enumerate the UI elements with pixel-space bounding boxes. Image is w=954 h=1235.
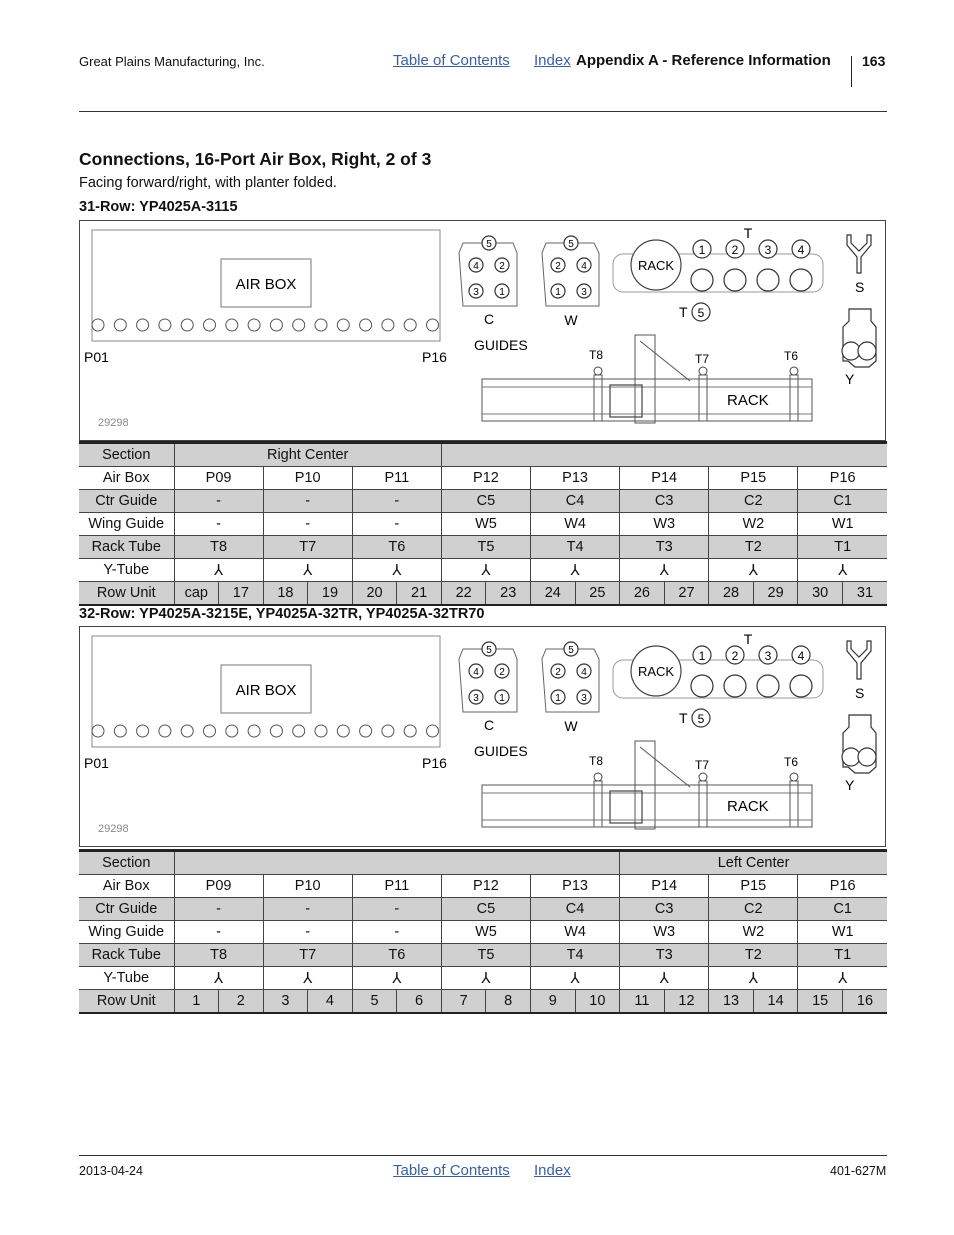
table-cell: P10	[263, 875, 352, 898]
air-box-port	[382, 319, 394, 331]
guide-port-number: 3	[581, 287, 587, 298]
table-cell: -	[174, 898, 263, 921]
table-cell: cap	[174, 582, 219, 606]
table-cell: P12	[441, 467, 530, 490]
table-cell: T3	[620, 536, 709, 559]
air-box-port	[427, 319, 439, 331]
guide-port-number: 4	[473, 667, 479, 678]
table-cell: T6	[352, 944, 441, 967]
table-cell: P09	[174, 467, 263, 490]
y-tube-icon: ⅄	[263, 967, 352, 990]
table-cell: T2	[709, 536, 798, 559]
y-tube-icon: ⅄	[441, 967, 530, 990]
table-cell: T5	[441, 944, 530, 967]
table-cell: 30	[798, 582, 843, 606]
row-label: Wing Guide	[79, 513, 174, 536]
index-link[interactable]: Index	[534, 52, 571, 69]
table-cell: W2	[709, 513, 798, 536]
section-label: Section	[79, 851, 174, 875]
table-of-contents-link[interactable]: Table of Contents	[393, 52, 510, 69]
rack-tube-label-t: T	[743, 631, 753, 647]
air-box-port	[404, 725, 416, 737]
table-cell: C1	[798, 898, 887, 921]
table-cell: 5	[352, 990, 397, 1014]
air-box-port	[137, 319, 149, 331]
row-label: Air Box	[79, 467, 174, 490]
table-row-y-tube	[79, 559, 887, 582]
air-box-port	[137, 725, 149, 737]
guide-label-w: W	[564, 718, 578, 734]
y-tube-icon: ⅄	[263, 559, 352, 582]
guide-port-number: 3	[473, 693, 479, 704]
table-row-rack-tube	[79, 944, 887, 967]
guide-port-number: 4	[581, 667, 587, 678]
row-label: Y-Tube	[79, 559, 174, 582]
table-cell: 18	[263, 582, 308, 606]
rack-tube-number: 3	[764, 649, 772, 663]
table-cell: C5	[441, 898, 530, 921]
air-box-port	[427, 725, 439, 737]
row-label: Air Box	[79, 875, 174, 898]
guide-port-number: 1	[499, 287, 505, 298]
table-row-wing-guide	[79, 921, 887, 944]
air-box-port	[226, 319, 238, 331]
table-cell: P11	[352, 467, 441, 490]
table-cell: 26	[620, 582, 665, 606]
section-value: Left Center	[620, 851, 887, 875]
table-cell: -	[174, 513, 263, 536]
table-cell: 21	[397, 582, 442, 606]
s-tube-icon	[847, 235, 871, 273]
guide-port-number: 4	[473, 261, 479, 272]
table-cell: W3	[620, 513, 709, 536]
table-cell: 12	[664, 990, 709, 1014]
air-box-port	[159, 725, 171, 737]
row-label: Row Unit	[79, 990, 174, 1014]
rack-tube-number-5: 5	[697, 712, 705, 726]
port-label-p16: P16	[422, 755, 447, 771]
table-cell: 4	[308, 990, 353, 1014]
table-cell: W2	[709, 921, 798, 944]
table-row-air-box	[79, 467, 887, 490]
table-cell: C4	[531, 490, 620, 513]
guide-port-number: 2	[499, 667, 505, 678]
air-box-label: AIR BOX	[235, 682, 297, 699]
rack-tube-label-t7: T7	[695, 758, 710, 772]
guide-port-number: 3	[473, 287, 479, 298]
air-box-port	[248, 725, 260, 737]
appendix-title: Appendix A - Reference Information	[576, 52, 831, 69]
connection-diagram-32-row	[79, 626, 886, 847]
table-cell: 1	[174, 990, 219, 1014]
page-number: 163	[862, 53, 886, 69]
guide-label-w: W	[564, 312, 578, 328]
table-cell: P15	[709, 875, 798, 898]
table-cell: P09	[174, 875, 263, 898]
rack-tube-number: 1	[698, 649, 706, 663]
air-box-port	[114, 319, 126, 331]
air-box-port	[204, 319, 216, 331]
table-cell: P10	[263, 467, 352, 490]
table-cell: P12	[441, 875, 530, 898]
table-cell: P13	[531, 467, 620, 490]
table-row-y-tube	[79, 967, 887, 990]
section-blank	[174, 851, 620, 875]
air-box-port	[181, 319, 193, 331]
rack-tube-label-t5: T	[679, 304, 688, 320]
section-value: Right Center	[174, 443, 441, 467]
footer-rule	[79, 1155, 887, 1156]
guide-port-number: 2	[499, 261, 505, 272]
rack-circle-label: RACK	[637, 664, 675, 679]
y-tube-icon: ⅄	[352, 967, 441, 990]
table-cell: W1	[798, 513, 887, 536]
table-cell: C1	[798, 490, 887, 513]
table-cell: W1	[798, 921, 887, 944]
s-tube-label: S	[855, 685, 865, 701]
figure-number: 29298	[98, 823, 129, 835]
table-cell: T2	[709, 944, 798, 967]
table-cell: P16	[798, 467, 887, 490]
table-cell: -	[352, 898, 441, 921]
table-cell: C4	[531, 898, 620, 921]
y-tube-icon: ⅄	[174, 967, 263, 990]
y-tube-icon: ⅄	[709, 967, 798, 990]
rack-tube-label-t6: T6	[784, 755, 799, 769]
guide-port-number: 5	[568, 239, 574, 250]
y-tube-icon: ⅄	[620, 967, 709, 990]
table-cell: 11	[620, 990, 665, 1014]
y-tube-label: Y	[845, 777, 855, 793]
connection-table-31-row	[79, 441, 887, 606]
table-row-air-box	[79, 875, 887, 898]
air-box-port	[337, 319, 349, 331]
table-cell: P14	[620, 467, 709, 490]
footer-index-link[interactable]: Index	[534, 1162, 571, 1179]
table-cell: P14	[620, 875, 709, 898]
table-row-row-unit	[79, 990, 887, 1014]
table-cell: 27	[664, 582, 709, 606]
rack-tube-number: 4	[797, 243, 805, 257]
table-cell: 14	[753, 990, 798, 1014]
center-guide-plate	[459, 649, 517, 712]
table-cell: -	[263, 513, 352, 536]
header-divider	[851, 56, 852, 87]
row-label: Ctr Guide	[79, 898, 174, 921]
guide-port-number: 4	[581, 261, 587, 272]
table-cell: -	[352, 921, 441, 944]
footer-date: 2013-04-24	[79, 1164, 143, 1178]
table-cell: 24	[531, 582, 576, 606]
row-label: Rack Tube	[79, 944, 174, 967]
guide-port-number: 2	[555, 667, 561, 678]
rack-tube-label-t8: T8	[589, 754, 604, 768]
table-cell: 23	[486, 582, 531, 606]
table-cell: C2	[709, 898, 798, 921]
air-box-port	[92, 725, 104, 737]
guide-port-number: 5	[486, 239, 492, 250]
section-heading-32-row: 32-Row: YP4025A-3215E, YP4025A-32TR, YP4025A-32TR70	[79, 606, 485, 622]
air-box-port	[337, 725, 349, 737]
table-cell: T1	[798, 536, 887, 559]
guide-label-c: C	[483, 717, 495, 733]
guide-port-number: 2	[555, 261, 561, 272]
guides-label: GUIDES	[474, 743, 528, 759]
y-tube-icon: ⅄	[441, 559, 530, 582]
table-cell: T1	[798, 944, 887, 967]
table-cell: -	[352, 490, 441, 513]
port-label-p01: P01	[84, 349, 109, 365]
table-cell: P11	[352, 875, 441, 898]
table-cell: P15	[709, 467, 798, 490]
company-name: Great Plains Manufacturing, Inc.	[79, 54, 265, 69]
center-guide-plate	[459, 243, 517, 306]
port-label-p01: P01	[84, 755, 109, 771]
document-number: 401-627M	[830, 1164, 887, 1178]
air-box-port	[360, 725, 372, 737]
table-cell: 16	[842, 990, 887, 1014]
rack-tube-label-t: T	[743, 225, 753, 241]
y-tube-icon: ⅄	[352, 559, 441, 582]
rack-tube-number: 1	[698, 243, 706, 257]
table-cell: T4	[531, 536, 620, 559]
air-box-port	[270, 725, 282, 737]
table-row-rack-tube	[79, 536, 887, 559]
rack-tube-label-t6: T6	[784, 349, 799, 363]
air-box-port	[270, 319, 282, 331]
table-cell: 10	[575, 990, 620, 1014]
air-box-port	[226, 725, 238, 737]
table-cell: 31	[842, 582, 887, 606]
table-cell: C3	[620, 898, 709, 921]
table-cell: C5	[441, 490, 530, 513]
table-cell: W3	[620, 921, 709, 944]
table-cell: W4	[531, 921, 620, 944]
air-box-port	[159, 319, 171, 331]
guide-port-number: 5	[486, 645, 492, 656]
row-label: Ctr Guide	[79, 490, 174, 513]
guides-label: GUIDES	[474, 337, 528, 353]
table-cell: P16	[798, 875, 887, 898]
footer-table-of-contents-link[interactable]: Table of Contents	[393, 1162, 510, 1179]
air-box-port	[114, 725, 126, 737]
table-row-ctr-guide	[79, 490, 887, 513]
section-blank	[441, 443, 887, 467]
y-tube-icon: ⅄	[531, 559, 620, 582]
table-cell: P13	[531, 875, 620, 898]
row-label: Y-Tube	[79, 967, 174, 990]
table-cell: T8	[174, 536, 263, 559]
air-box-port	[315, 725, 327, 737]
rack-circle-label: RACK	[637, 258, 675, 273]
connection-diagram-31-row	[79, 220, 886, 441]
air-box-port	[382, 725, 394, 737]
guide-label-c: C	[483, 311, 495, 327]
rack-tube-number: 3	[764, 243, 772, 257]
table-cell: W4	[531, 513, 620, 536]
table-cell: 17	[219, 582, 264, 606]
rack-tube-label-t8: T8	[589, 348, 604, 362]
table-cell: T5	[441, 536, 530, 559]
y-tube-icon: ⅄	[709, 559, 798, 582]
y-tube-icon: ⅄	[798, 967, 887, 990]
table-cell: T7	[263, 536, 352, 559]
guide-port-number: 1	[555, 693, 561, 704]
table-cell: 9	[531, 990, 576, 1014]
row-label: Wing Guide	[79, 921, 174, 944]
table-cell: 3	[263, 990, 308, 1014]
rack-tube-number: 2	[731, 243, 739, 257]
page-title: Connections, 16-Port Air Box, Right, 2 of 3	[79, 149, 432, 169]
table-cell: 25	[575, 582, 620, 606]
figure-number: 29298	[98, 417, 129, 429]
air-box-port	[181, 725, 193, 737]
table-row-wing-guide	[79, 513, 887, 536]
y-tube-icon: ⅄	[531, 967, 620, 990]
table-cell: 28	[709, 582, 754, 606]
table-cell: 19	[308, 582, 353, 606]
table-cell: 22	[441, 582, 486, 606]
rack-label: RACK	[727, 392, 769, 409]
table-row-row-unit	[79, 582, 887, 606]
air-box-port	[248, 319, 260, 331]
rack-tube-label-t5: T	[679, 710, 688, 726]
s-tube-icon	[847, 641, 871, 679]
table-cell: C2	[709, 490, 798, 513]
s-tube-label: S	[855, 279, 865, 295]
table-row-ctr-guide	[79, 898, 887, 921]
y-tube-icon: ⅄	[174, 559, 263, 582]
table-cell: W5	[441, 921, 530, 944]
guide-port-number: 1	[499, 693, 505, 704]
air-box-port	[315, 319, 327, 331]
table-cell: -	[174, 490, 263, 513]
table-cell: C3	[620, 490, 709, 513]
port-label-p16: P16	[422, 349, 447, 365]
wing-guide-plate	[542, 243, 599, 306]
y-tube-icon: ⅄	[620, 559, 709, 582]
row-label: Rack Tube	[79, 536, 174, 559]
air-box-port	[92, 319, 104, 331]
table-cell: T3	[620, 944, 709, 967]
table-cell: 6	[397, 990, 442, 1014]
rack-tube-number: 2	[731, 649, 739, 663]
air-box-port	[293, 725, 305, 737]
guide-port-number: 3	[581, 693, 587, 704]
section-label: Section	[79, 443, 174, 467]
y-tube-icon: ⅄	[798, 559, 887, 582]
table-cell: -	[263, 898, 352, 921]
section-heading-31-row: 31-Row: YP4025A-3115	[79, 199, 238, 215]
page-subtitle: Facing forward/right, with planter folded.	[79, 175, 337, 191]
table-cell: W5	[441, 513, 530, 536]
table-cell: 13	[709, 990, 754, 1014]
y-tube-label: Y	[845, 371, 855, 387]
table-cell: 8	[486, 990, 531, 1014]
table-cell: 15	[798, 990, 843, 1014]
table-cell: -	[263, 490, 352, 513]
header-rule	[79, 111, 887, 112]
table-cell: T6	[352, 536, 441, 559]
table-cell: 29	[753, 582, 798, 606]
rack-tube-label-t7: T7	[695, 352, 710, 366]
guide-port-number: 5	[568, 645, 574, 656]
table-cell: -	[174, 921, 263, 944]
connection-table-32-row	[79, 849, 887, 1014]
rack-tube-number-5: 5	[697, 306, 705, 320]
air-box-label: AIR BOX	[235, 276, 297, 293]
rack-label: RACK	[727, 798, 769, 815]
table-cell: T4	[531, 944, 620, 967]
wing-guide-plate	[542, 649, 599, 712]
air-box-port	[360, 319, 372, 331]
guide-port-number: 1	[555, 287, 561, 298]
table-cell: 20	[352, 582, 397, 606]
table-cell: T8	[174, 944, 263, 967]
row-label: Row Unit	[79, 582, 174, 606]
table-cell: T7	[263, 944, 352, 967]
rack-tube-number: 4	[797, 649, 805, 663]
table-cell: -	[263, 921, 352, 944]
table-cell: 2	[219, 990, 264, 1014]
air-box-port	[404, 319, 416, 331]
table-cell: 7	[441, 990, 486, 1014]
air-box-port	[293, 319, 305, 331]
air-box-port	[204, 725, 216, 737]
table-cell: -	[352, 513, 441, 536]
